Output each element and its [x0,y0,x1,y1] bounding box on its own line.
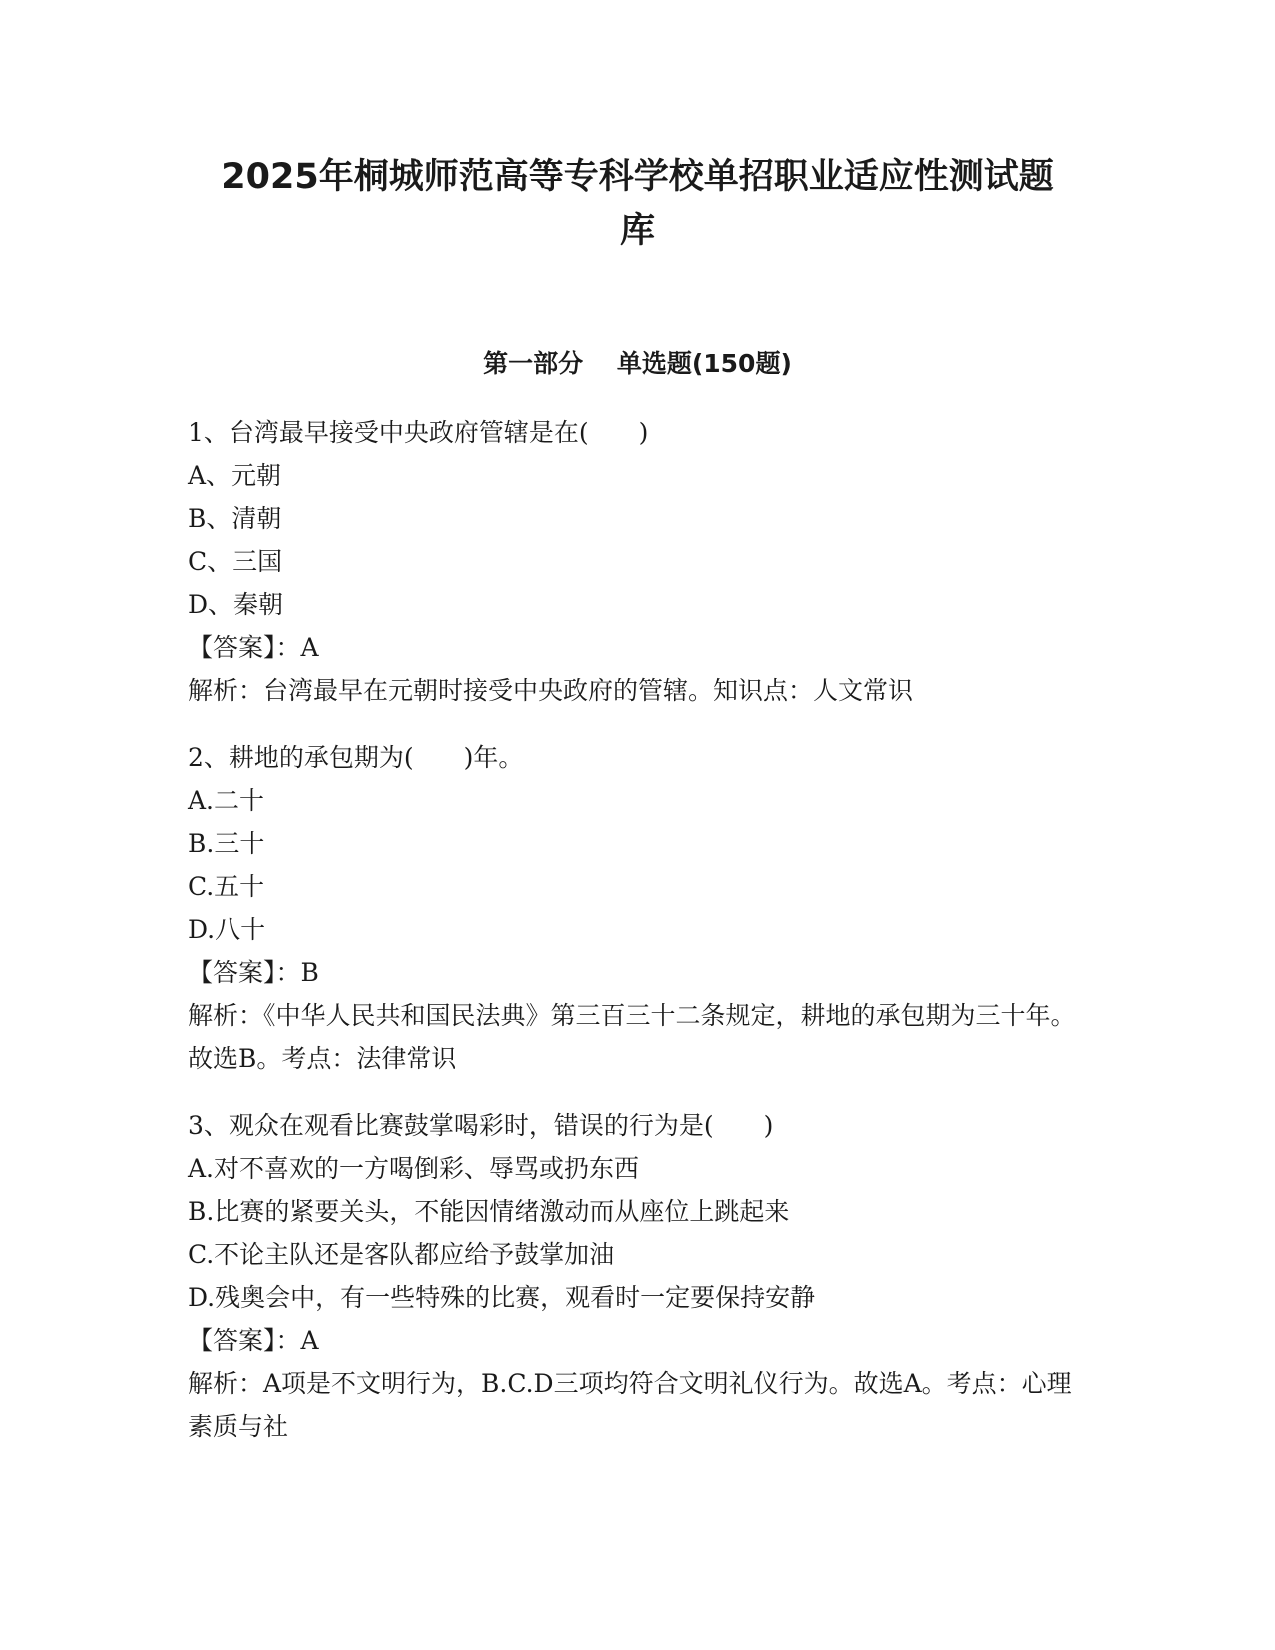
document-title-line-2: 库 [619,211,655,251]
option-d: D.残奥会中，有一些特殊的比赛，观看时一定要保持安静 [188,1283,816,1312]
question-stem: 1、台湾最早接受中央政府管辖是在( ) [188,418,649,447]
option-c: C、三国 [188,547,283,576]
explanation-text: 解析：台湾最早在元朝时接受中央政府的管辖。知识点：人文常识 [188,676,914,705]
option-d: D.八十 [188,915,266,944]
question-item [188,736,1088,1080]
explanation-text: 解析：A项是不文明行为，B.C.D三项均符合文明礼仪行为。故选A。考点：心理素质与社 [188,1369,1072,1441]
explanation-text: 解析：《中华人民共和国民法典》第三百三十二条规定，耕地的承包期为三十年。故选B。考点：法律常识 [188,1001,1076,1073]
option-c: C.不论主队还是客队都应给予鼓掌加油 [188,1240,615,1269]
option-a: A.二十 [188,786,265,815]
option-b: B.三十 [188,829,265,858]
option-d: D、秦朝 [188,590,284,619]
option-b: B.比赛的紧要关头，不能因情绪激动而从座位上跳起来 [188,1197,790,1226]
option-b: B、清朝 [188,504,282,533]
answer-label: 【答案】：A [188,633,319,662]
question-stem: 3、观众在观看比赛鼓掌喝彩时，错误的行为是( ) [188,1111,774,1140]
answer-label: 【答案】：B [188,958,319,987]
question-stem: 2、耕地的承包期为( )年。 [188,743,524,772]
option-a: A、元朝 [188,461,282,490]
option-c: C.五十 [188,872,265,901]
question-list [188,411,1088,1472]
section-heading: 第一部分 单选题(150题) [483,349,792,378]
option-a: A.对不喜欢的一方喝倒彩、辱骂或扔东西 [188,1154,640,1183]
answer-label: 【答案】：A [188,1326,319,1355]
question-item [188,411,1088,712]
document-title-line-1: 2025年桐城师范高等专科学校单招职业适应性测试题 [221,157,1054,197]
question-item [188,1104,1088,1448]
